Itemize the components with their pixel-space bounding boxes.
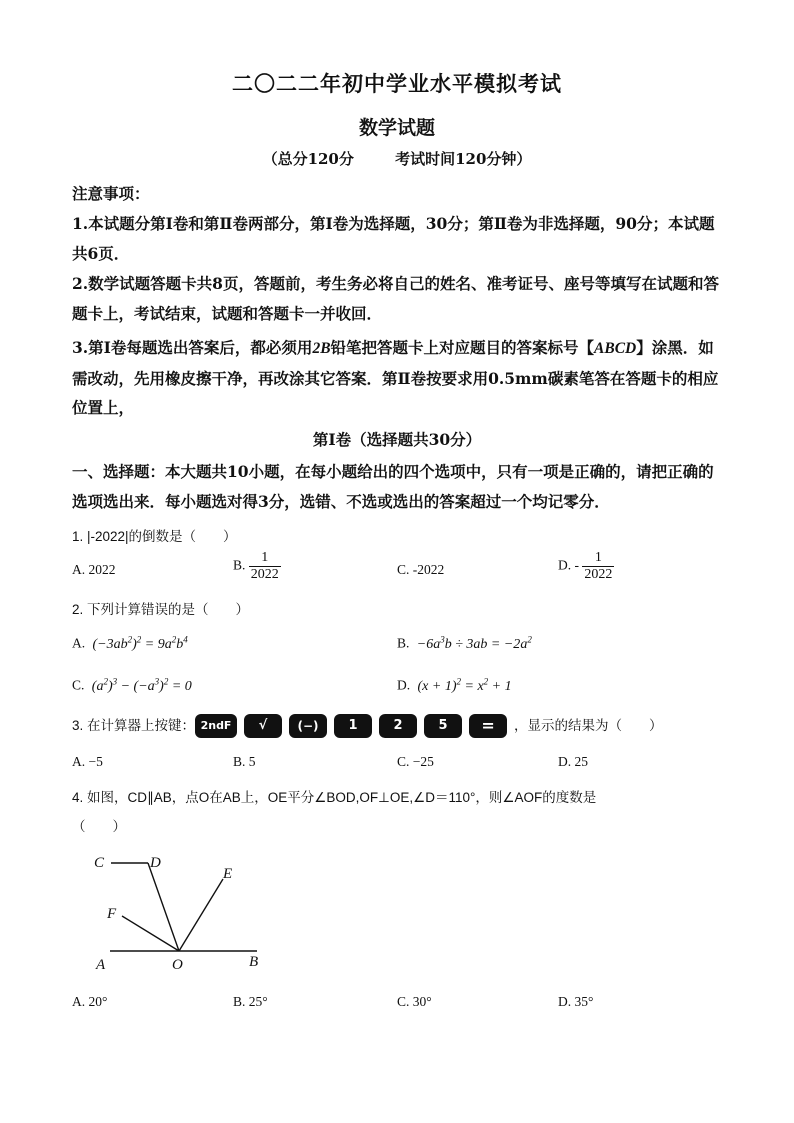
key-sqrt: √ <box>244 714 282 738</box>
q2-option-d-label: D. <box>397 677 411 693</box>
q2-option-b <box>397 634 532 653</box>
q2-option-d <box>397 676 512 695</box>
q1-option-b-fraction <box>249 550 281 583</box>
q2-option-c <box>72 676 192 695</box>
q2-option-a-label: A. <box>72 635 86 651</box>
q4-option-c: C. 30° <box>397 994 432 1009</box>
q2-option-b-formula: $-6a^3b \div 3ab = -2a^2$ <box>416 634 532 652</box>
q1-d-denominator: 2022 <box>584 567 613 582</box>
note-3-part-a: 3.第Ⅰ卷每题选出答案后，都必须用 <box>72 338 313 357</box>
total-score: （总分120分 <box>262 150 354 168</box>
note-3-part-e: 】涂黑．如需改动，先用橡皮擦干净，再改涂其它答案．第Ⅱ卷按要求用0.5mm碳素笔答在答题卡的相应位置上， <box>72 338 719 417</box>
q1-option-d-label: D. - <box>558 557 579 573</box>
q3-suffix: ，显示的结果为（ ） <box>514 718 663 733</box>
label-b: B <box>249 954 259 970</box>
note-3 <box>72 333 728 423</box>
q1-option-b <box>233 550 281 583</box>
q1-option-d <box>558 550 614 583</box>
q2-option-c-label: C. <box>72 677 85 693</box>
line-of <box>122 916 179 951</box>
key-5: 5 <box>424 714 462 738</box>
label-e: E <box>223 866 233 882</box>
section-title: 第Ⅰ卷（选择题共30分） <box>312 430 482 449</box>
q2-option-b-label: B. <box>397 635 410 651</box>
note-3-part-c: 铅笔把答题卡上对应题目的答案标号【 <box>330 338 595 357</box>
key-1: 1 <box>334 714 372 738</box>
exam-meta <box>0 148 794 169</box>
section-instructions: 一、选择题：本大题共10小题，在每小题给出的四个选项中，只有一项是正确的，请把正确的选项选出来．每小题选对得3分，选错、不选或选出的答案超过一个均记零分． <box>72 462 714 511</box>
label-c: C <box>94 855 105 871</box>
q1-stem: 1. |-2022|的倒数是（ ） <box>72 529 237 544</box>
q4-figure <box>90 848 270 978</box>
key-equals: = <box>469 714 507 738</box>
q1-option-a: A. 2022 <box>72 562 116 577</box>
q1-option-b-label: B. <box>233 557 246 573</box>
q3-option-b: B. 5 <box>233 754 256 769</box>
q2-option-d-formula: $(x + 1)^2 = x^2 + 1$ <box>417 676 512 694</box>
key-2ndf: 2ndF <box>195 714 237 738</box>
q1-option-d-fraction <box>582 550 614 583</box>
note-1: 1.本试题分第Ⅰ卷和第Ⅱ卷两部分，第Ⅰ卷为选择题，30分；第Ⅱ卷为非选择题，90分；本试题共6页． <box>72 214 715 263</box>
label-d: D <box>150 855 161 871</box>
q2-option-a <box>72 634 188 653</box>
label-a: A <box>96 957 106 973</box>
q2-option-a-formula: $(-3ab^2)^2 = 9a^2b^4$ <box>92 634 188 652</box>
line-od <box>148 863 179 951</box>
q3-option-c: C. −25 <box>397 754 434 769</box>
exam-time: 考试时间120分钟） <box>395 150 532 168</box>
exam-subtitle: 数学试题 <box>358 117 435 139</box>
note-3-pencil: 2B <box>312 340 331 357</box>
q4-option-b: B. 25° <box>233 994 268 1009</box>
q4-option-a: A. 20° <box>72 994 108 1009</box>
key-2: 2 <box>379 714 417 738</box>
q3-stem: 3. 在计算器上按键： <box>72 718 196 733</box>
q1-d-numerator: 1 <box>594 550 602 565</box>
q4-paren: （ ） <box>72 819 126 834</box>
notes-heading: 注意事项： <box>72 184 150 203</box>
line-oe <box>179 879 223 951</box>
q4-option-d: D. 35° <box>558 994 594 1009</box>
label-o: O <box>172 957 183 973</box>
note-2: 2.数学试题答题卡共8页，答题前，考生务必将自己的姓名、准考证号、座号等填写在试题和答题卡上，考试结束，试题和答题卡一并收回． <box>72 274 719 323</box>
note-3-abcd: ABCD <box>594 340 637 357</box>
q4-stem: 4. 如图，CD∥AB，点O在AB上，OE平分∠BOD,OF⊥OE,∠D＝110°，则∠AOF的度数是 <box>72 790 597 805</box>
q3-line <box>72 713 663 739</box>
q3-option-d: D. 25 <box>558 754 588 769</box>
q1-b-numerator: 1 <box>261 550 269 565</box>
q3-option-a: A. −5 <box>72 754 103 769</box>
q1-option-c: C. -2022 <box>397 562 445 577</box>
label-f: F <box>107 906 117 922</box>
key-negative: (−) <box>289 714 327 738</box>
q1-b-denominator: 2022 <box>250 567 279 582</box>
q2-stem: 2. 下列计算错误的是（ ） <box>72 602 250 617</box>
exam-title: 二〇二二年初中学业水平模拟考试 <box>232 71 562 96</box>
q2-option-c-formula: $(a^2)^3 - (-a^3)^2 = 0$ <box>91 676 192 694</box>
